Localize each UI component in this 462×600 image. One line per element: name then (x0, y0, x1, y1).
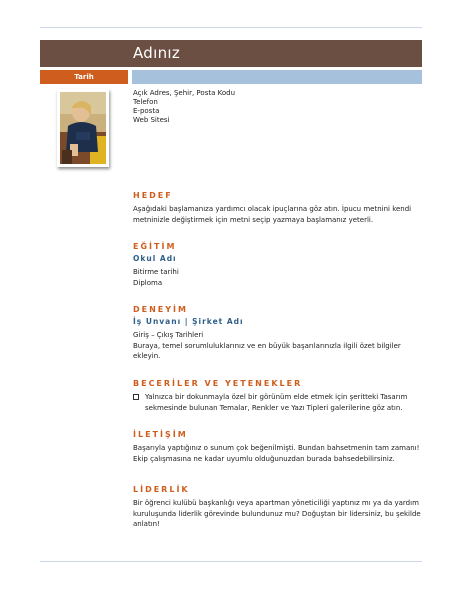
section-title[interactable]: HEDEF (133, 191, 173, 200)
communication-line[interactable]: Ekip çalışmasına ne kadar uyumlu olduğunuzdan burada bahsedebilirsiniz. (133, 454, 395, 463)
name-bar (40, 40, 422, 67)
section-title[interactable]: LİDERLİK (133, 485, 190, 494)
objective-line[interactable]: metninizle değiştirmek için metni seçip yazmaya başlamanız yeterli. (133, 215, 374, 224)
section-skills (133, 379, 423, 413)
leadership-line[interactable]: anlatın! (133, 520, 160, 528)
section-title[interactable]: BECERİLER VE YETENEKLER (133, 379, 303, 388)
section-objective (133, 191, 423, 225)
contact-email[interactable]: E-posta (133, 107, 160, 115)
section-title[interactable]: İLETİŞİM (133, 430, 188, 439)
section-education (133, 242, 423, 288)
profile-photo-frame[interactable] (57, 89, 109, 167)
experience-line[interactable]: ekleyin. (133, 352, 161, 360)
section-experience (133, 305, 423, 362)
top-rule (40, 27, 422, 28)
checkbox-icon[interactable] (133, 394, 139, 400)
profile-photo (60, 92, 106, 164)
date-label[interactable]: Tarih (40, 70, 128, 84)
skills-line: sekmesinde bulunan Temalar, Renkler ve Yazı Tipleri galerilerine göz atın. (145, 403, 403, 412)
contact-address[interactable]: Açık Adres, Şehir, Posta Kodu (133, 89, 235, 97)
contact-block (133, 89, 235, 125)
school-name[interactable]: Okul Adı (133, 254, 177, 263)
contact-website[interactable]: Web Sitesi (133, 116, 170, 124)
skills-text (145, 392, 407, 413)
job-title-company[interactable]: İş Unvanı | Şirket Adı (133, 317, 244, 326)
degree[interactable]: Diploma (133, 278, 163, 287)
objective-line[interactable]: Aşağıdaki başlamanıza yardımcı olacak ipuçlarına göz atın. İpucu metnini kendi (133, 205, 412, 213)
skills-item[interactable] (133, 392, 423, 413)
experience-line[interactable]: Buraya, temel sorumluluklarınız ve en büyük başarılarınızla ilgili özet bilgiler (133, 341, 401, 350)
communication-line[interactable]: Başarıyla yaptığınız o sunum çok beğenilmişti. Bundan bahsetmenin tam zamanı! (133, 444, 420, 452)
graduation-date[interactable]: Bitirme tarihi (133, 268, 179, 276)
section-title[interactable]: EĞİTİM (133, 242, 177, 251)
employment-dates[interactable]: Giriş – Çıkış Tarihleri (133, 331, 204, 339)
accent-band (132, 70, 422, 84)
leadership-line[interactable]: kuruluşunda liderlik görevinde bulundunuz mu? Doğuştan bir lidersiniz, bu şekilde (133, 509, 421, 518)
contact-phone[interactable]: Telefon (133, 98, 158, 106)
section-title[interactable]: DENEYİM (133, 305, 188, 314)
leadership-line[interactable]: Bir öğrenci kulübü başkanlığı veya apartman yöneticiliği yaptınız mı ya da yardım (133, 499, 419, 507)
section-communication (133, 430, 423, 464)
bottom-rule (40, 561, 422, 562)
name-heading[interactable]: Adınız (133, 44, 181, 62)
section-leadership (133, 485, 423, 530)
skills-line: Yalnızca bir dokunmayla özel bir görünüm elde etmek için şeritteki Tasarım (145, 393, 408, 401)
